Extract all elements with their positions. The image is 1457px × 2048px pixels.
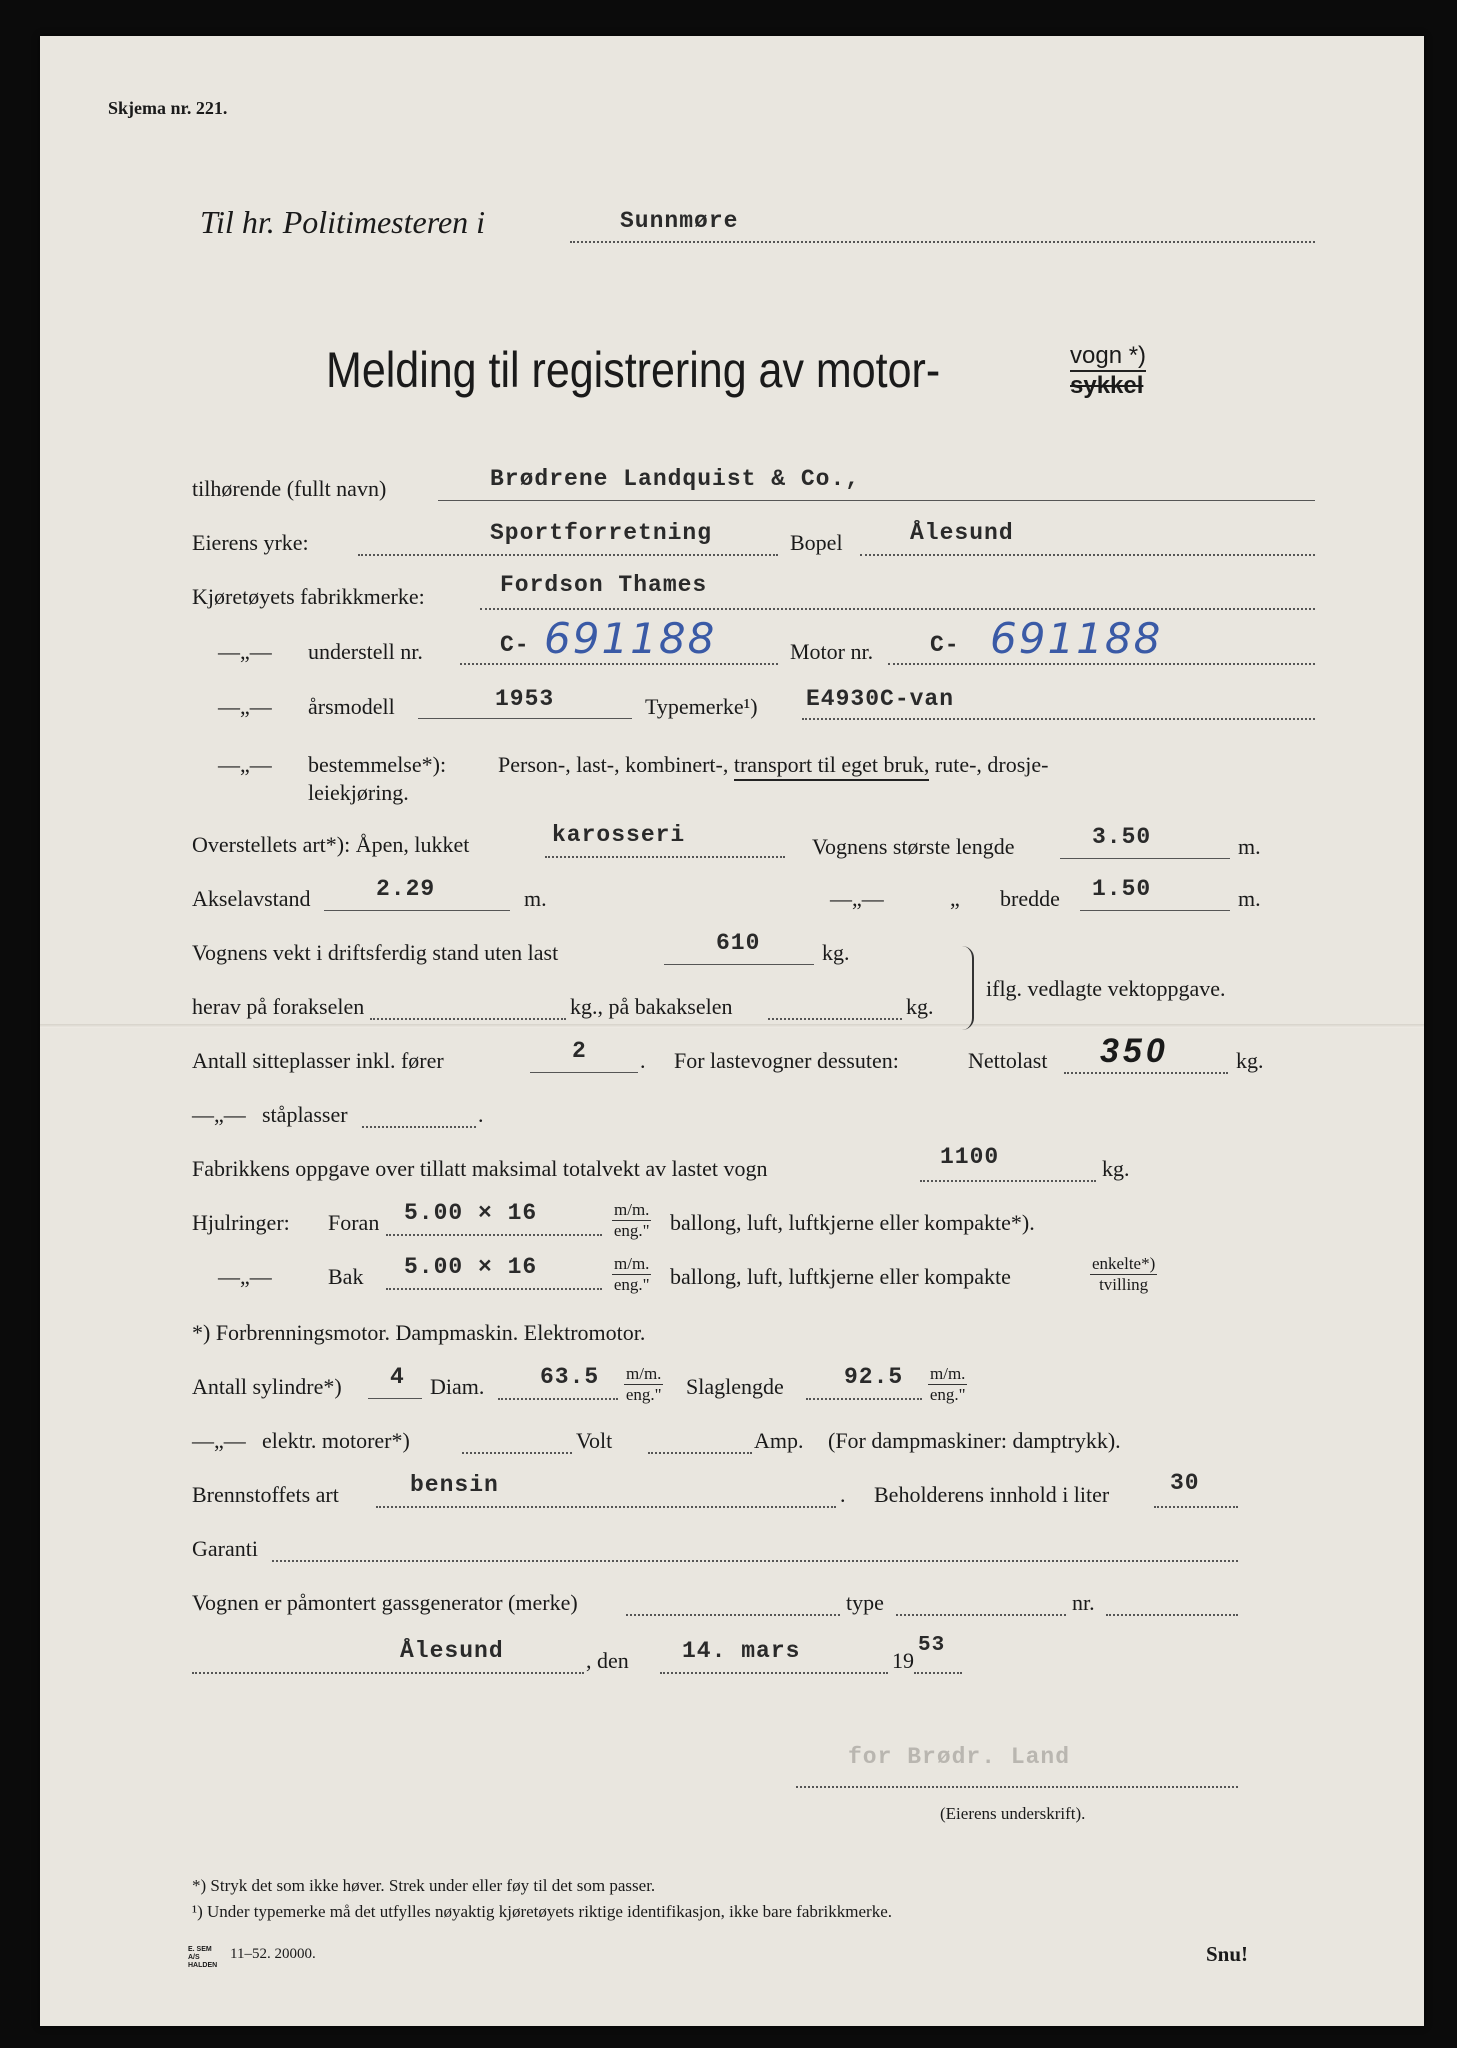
owner-value[interactable]: Brødrene Landquist & Co., bbox=[490, 466, 861, 492]
residence-line bbox=[860, 554, 1315, 556]
purpose-text-b: rute-, drosje- bbox=[934, 752, 1049, 777]
width-ditto: —„— bbox=[830, 886, 884, 911]
tank-line bbox=[1154, 1506, 1238, 1508]
occupation-line bbox=[358, 554, 778, 556]
tyres-rear-unit-bottom: eng." bbox=[613, 1275, 650, 1294]
length-unit: m. bbox=[1238, 834, 1261, 859]
weight-line bbox=[664, 964, 814, 965]
tyres-rear-ditto: —„— bbox=[218, 1264, 272, 1289]
tank-value[interactable]: 30 bbox=[1170, 1470, 1200, 1496]
signature-stamp: for Brødr. Land bbox=[848, 1744, 1071, 1770]
weight-label: Vognens vekt i driftsferdig stand uten last bbox=[192, 940, 559, 965]
tyres-rear-option bbox=[1090, 1254, 1157, 1295]
tyres-rear-value[interactable]: 5.00 × 16 bbox=[404, 1254, 538, 1280]
tank-label: Beholderens innhold i liter bbox=[874, 1482, 1110, 1507]
stroke-line bbox=[806, 1398, 922, 1400]
printer-mark: E. SEM A/S HALDEN bbox=[188, 1946, 218, 1969]
stroke-unit-top: m/m. bbox=[930, 1364, 966, 1383]
weight-brace bbox=[960, 946, 974, 1030]
purpose-ditto: —„— bbox=[218, 752, 272, 777]
body-line bbox=[545, 856, 785, 858]
form-sheet bbox=[40, 36, 1424, 2026]
tyres-front-unit-bottom: eng." bbox=[613, 1221, 650, 1240]
width-label: bredde bbox=[1000, 886, 1060, 911]
owner-label: tilhørende (fullt navn) bbox=[192, 476, 387, 501]
place-line bbox=[192, 1672, 584, 1674]
guarantee-line bbox=[272, 1560, 1238, 1562]
weight-unit: kg. bbox=[822, 940, 850, 965]
net-load-unit: kg. bbox=[1236, 1048, 1264, 1073]
fuel-line bbox=[376, 1506, 836, 1508]
place-value[interactable]: Ålesund bbox=[400, 1638, 504, 1664]
standing-ditto: —„— bbox=[192, 1102, 246, 1127]
seats-line bbox=[530, 1072, 638, 1073]
max-weight-line bbox=[920, 1180, 1096, 1182]
stroke-label: Slaglengde bbox=[686, 1374, 784, 1399]
seats-dot: . bbox=[640, 1048, 646, 1073]
axle-value[interactable]: 2.29 bbox=[376, 876, 436, 902]
signature-label: (Eierens underskrift). bbox=[940, 1804, 1086, 1823]
max-weight-label: Fabrikkens oppgave over tillatt maksimal totalvekt av lastet vogn bbox=[192, 1156, 768, 1181]
chassis-line bbox=[460, 663, 778, 665]
addressee-label: Til hr. Politimesteren i bbox=[200, 204, 486, 240]
body-label: Overstellets art*): Åpen, lukket bbox=[192, 832, 470, 857]
axle-unit: m. bbox=[524, 886, 547, 911]
year-century: 19 bbox=[892, 1648, 914, 1673]
weight-note: iflg. vedlagte vektoppgave. bbox=[986, 976, 1226, 1001]
motor-line bbox=[888, 663, 1315, 665]
title-option-vogn: vogn *) bbox=[1070, 342, 1146, 372]
make-line bbox=[480, 608, 1315, 610]
fuel-value[interactable]: bensin bbox=[410, 1472, 499, 1498]
model-year-ditto: —„— bbox=[218, 694, 272, 719]
footnote-one: ¹) Under typemerke må det utfylles nøyaktig kjøretøyets riktige identifikasjon, ikke bare fabrikkmerke. bbox=[192, 1902, 892, 1921]
residence-label: Bopel bbox=[790, 530, 843, 555]
tyres-rear-unit bbox=[612, 1254, 651, 1295]
occupation-label: Eierens yrke: bbox=[192, 530, 309, 555]
weight-value[interactable]: 610 bbox=[716, 930, 761, 956]
width-value[interactable]: 1.50 bbox=[1092, 876, 1152, 902]
truck-label: For lastevogner dessuten: bbox=[674, 1048, 899, 1073]
make-label: Kjøretøyets fabrikkmerke: bbox=[192, 584, 425, 609]
cylinders-value[interactable]: 4 bbox=[390, 1364, 405, 1390]
cylinders-line bbox=[368, 1398, 422, 1399]
addressee-value[interactable]: Sunnmøre bbox=[620, 208, 739, 234]
footnote-star: *) Stryk det som ikke høver. Strek under eller føy til det som passer. bbox=[192, 1876, 656, 1895]
axle-line bbox=[324, 910, 510, 911]
paper-fold bbox=[40, 1024, 1424, 1028]
max-weight-value[interactable]: 1100 bbox=[940, 1144, 1000, 1170]
seats-value[interactable]: 2 bbox=[572, 1038, 587, 1064]
turn-over: Snu! bbox=[1206, 1942, 1249, 1966]
title-option-sykkel: sykkel bbox=[1070, 372, 1144, 399]
net-load-line bbox=[1064, 1072, 1228, 1074]
day-line bbox=[660, 1672, 888, 1674]
purpose-text-c: leiekjøring. bbox=[308, 780, 409, 805]
gas-type-label: type bbox=[846, 1590, 884, 1615]
volt-label: Volt bbox=[576, 1428, 613, 1453]
max-weight-unit: kg. bbox=[1102, 1156, 1130, 1181]
chassis-label: understell nr. bbox=[308, 639, 423, 664]
printer-code: 11–52. 20000. bbox=[230, 1946, 316, 1962]
guarantee-label: Garanti bbox=[192, 1536, 258, 1561]
purpose-label: bestemmelse*): bbox=[308, 752, 447, 777]
tyres-front-unit bbox=[612, 1200, 651, 1241]
occupation-value[interactable]: Sportforretning bbox=[490, 520, 713, 546]
gas-nr-line bbox=[1106, 1614, 1238, 1616]
residence-value[interactable]: Ålesund bbox=[910, 520, 1014, 546]
signature-line bbox=[796, 1786, 1238, 1788]
width-unit: m. bbox=[1238, 886, 1261, 911]
year-value[interactable]: 53 bbox=[918, 1634, 946, 1657]
tyres-rear-label: Bak bbox=[328, 1264, 364, 1289]
tyres-rear-line bbox=[386, 1288, 602, 1290]
standing-line bbox=[362, 1126, 476, 1128]
tyres-front-label: Foran bbox=[328, 1210, 380, 1235]
model-year-value[interactable]: 1953 bbox=[495, 686, 555, 712]
axle-label: Akselavstand bbox=[192, 886, 311, 911]
amp-label: Amp. bbox=[754, 1428, 804, 1453]
seats-label: Antall sitteplasser inkl. fører bbox=[192, 1048, 444, 1073]
year-line bbox=[914, 1672, 962, 1674]
gas-line bbox=[626, 1614, 840, 1616]
tyres-front-value[interactable]: 5.00 × 16 bbox=[404, 1200, 538, 1226]
model-year-label: årsmodell bbox=[308, 694, 395, 719]
type-line bbox=[802, 718, 1315, 720]
length-line bbox=[1060, 858, 1230, 859]
tyres-rear-text: ballong, luft, luftkjerne eller kompakte bbox=[670, 1264, 1011, 1289]
electric-label: elektr. motorer*) bbox=[262, 1428, 410, 1453]
form-title: Melding til registrering av motor- bbox=[326, 342, 941, 398]
tyres-rear-option-single: enkelte*) bbox=[1092, 1254, 1156, 1273]
tyres-front-unit-top: m/m. bbox=[614, 1200, 650, 1219]
tyres-rear-option-twin: tvilling bbox=[1099, 1275, 1149, 1294]
purpose-selected[interactable]: transport til eget bruk, bbox=[734, 752, 930, 781]
gas-type-line bbox=[896, 1614, 1066, 1616]
gas-nr-label: nr. bbox=[1072, 1590, 1095, 1615]
diameter-unit-bottom: eng." bbox=[625, 1385, 662, 1404]
chassis-prefix: C- bbox=[500, 632, 530, 658]
purpose-options bbox=[498, 752, 1049, 778]
diameter-line bbox=[498, 1398, 618, 1400]
steam-note: (For dampmaskiner: damptrykk). bbox=[828, 1428, 1121, 1453]
type-value[interactable]: E4930C-van bbox=[806, 686, 955, 712]
purpose-text-a: Person-, last-, kombinert-, bbox=[498, 752, 729, 777]
electric-line bbox=[462, 1452, 572, 1454]
gas-label: Vognen er påmontert gassgenerator (merke) bbox=[192, 1590, 578, 1615]
diameter-unit-top: m/m. bbox=[626, 1364, 662, 1383]
engine-types: *) Forbrenningsmotor. Dampmaskin. Elektromotor. bbox=[192, 1320, 646, 1345]
net-load-label: Nettolast bbox=[968, 1048, 1048, 1073]
motor-prefix: C- bbox=[930, 632, 960, 658]
day-value[interactable]: 14. mars bbox=[682, 1638, 801, 1664]
length-value[interactable]: 3.50 bbox=[1092, 824, 1152, 850]
addressee-line bbox=[570, 241, 1315, 243]
cylinders-label: Antall sylindre*) bbox=[192, 1374, 342, 1399]
standing-label: ståplasser bbox=[262, 1102, 348, 1127]
tyres-label: Hjulringer: bbox=[192, 1210, 290, 1235]
body-value[interactable]: karosseri bbox=[552, 822, 686, 848]
date-den: , den bbox=[586, 1648, 629, 1673]
front-axle-label: herav på forakselen bbox=[192, 994, 365, 1019]
tyres-front-text: ballong, luft, luftkjerne eller kompakte*). bbox=[670, 1210, 1035, 1235]
volt-line bbox=[648, 1452, 752, 1454]
type-label: Typemerke¹) bbox=[645, 694, 758, 719]
schema-number: Skjema nr. 221. bbox=[108, 98, 228, 118]
tyres-rear-unit-top: m/m. bbox=[614, 1254, 650, 1273]
stroke-value[interactable]: 92.5 bbox=[844, 1364, 904, 1390]
diameter-label: Diam. bbox=[430, 1374, 485, 1399]
diameter-unit bbox=[624, 1364, 663, 1405]
width-ditto2: „ bbox=[950, 886, 960, 911]
chassis-ditto: —„— bbox=[218, 639, 272, 664]
electric-ditto: —„— bbox=[192, 1428, 246, 1453]
standing-dot: . bbox=[478, 1102, 484, 1127]
length-label: Vognens største lengde bbox=[812, 834, 1015, 859]
motor-label: Motor nr. bbox=[790, 639, 874, 664]
width-line bbox=[1080, 910, 1230, 911]
front-axle-line bbox=[370, 1018, 566, 1020]
stroke-unit bbox=[928, 1364, 967, 1405]
stroke-unit-bottom: eng." bbox=[929, 1385, 966, 1404]
net-load-value[interactable]: 350 bbox=[1100, 1032, 1169, 1070]
rear-axle-line bbox=[768, 1018, 902, 1020]
model-year-line bbox=[418, 718, 632, 719]
fuel-label: Brennstoffets art bbox=[192, 1482, 339, 1507]
diameter-value[interactable]: 63.5 bbox=[540, 1364, 600, 1390]
motor-number[interactable]: 691188 bbox=[990, 614, 1163, 663]
tyres-front-line bbox=[386, 1234, 602, 1236]
owner-line bbox=[438, 500, 1315, 501]
make-value[interactable]: Fordson Thames bbox=[500, 572, 708, 598]
chassis-number[interactable]: 691188 bbox=[544, 614, 717, 663]
fuel-dot: . bbox=[840, 1482, 846, 1507]
rear-axle-label: kg., på bakakselen bbox=[570, 994, 733, 1019]
rear-axle-unit: kg. bbox=[906, 994, 934, 1019]
